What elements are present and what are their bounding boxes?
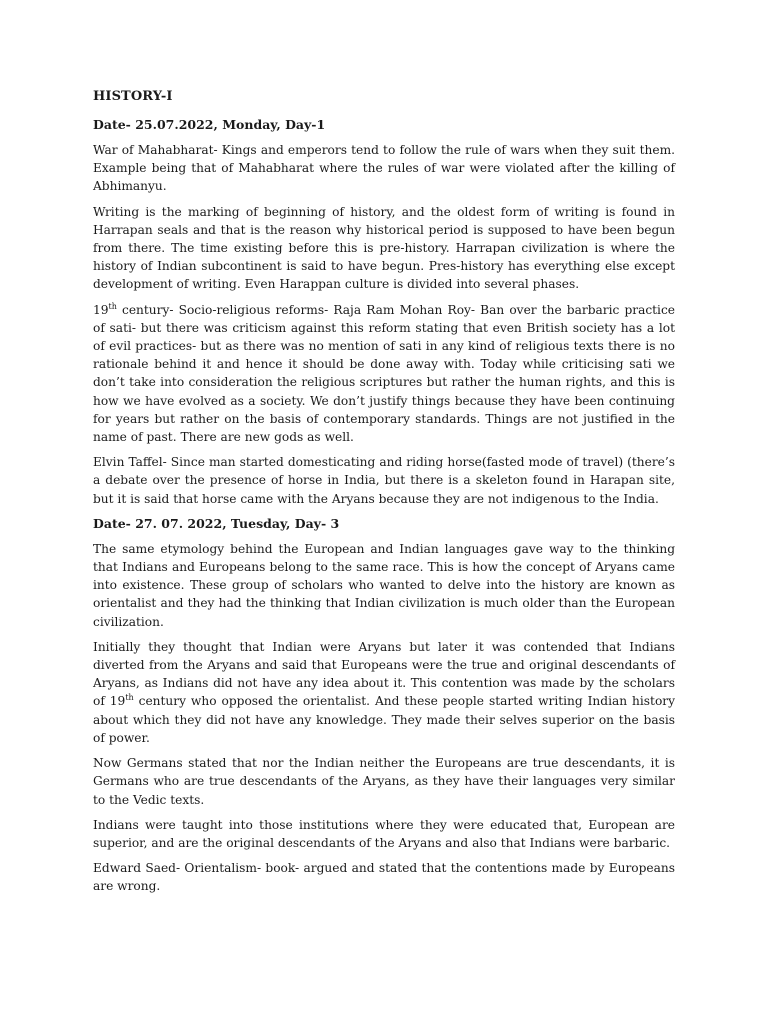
- paragraph-socio-religious-reforms: [93, 301, 675, 447]
- paragraph-elvin-taffel: Elvin Taffel- Since man started domesticating and riding horse(fasted mode of travel) (there’s a debate over the presence of horse in India, but there is a skeleton found in Harapan site, but it is said that horse came with the Aryans because they are not indigenous to the India.: [93, 455, 675, 506]
- paragraph-writing-history: Writing is the marking of beginning of history, and the oldest form of writing is found in Harrapan seals and that is the reason why historical period is supposed to have been begun from there. The time existing before this is pre-history. Harrapan civilization is where the history of Indian subcontinent is said to have begun. Pres-history has everything else except development of writing. Even Harappan culture is divided into several phases.: [93, 204, 675, 292]
- paragraph-edward-saed: Edward Saed- Orientalism- book- argued and stated that the contentions made by Europeans are wrong.: [93, 861, 675, 894]
- paragraph-indian-aryans: [93, 638, 675, 747]
- paragraph-germans: Now Germans stated that nor the Indian neither the Europeans are true descendants, it is Germans who are true descendants of the Aryans, as they have their languages very similar to the Vedic texts.: [93, 756, 675, 807]
- ordinal-suffix: th: [108, 301, 117, 311]
- section-date-day-1: Date- 25.07.2022, Monday, Day-1: [93, 117, 326, 132]
- section-date-day-3: Date- 27. 07. 2022, Tuesday, Day- 3: [93, 515, 340, 531]
- paragraph-body-continued: century who opposed the orientalist. And these people started writing Indian history about which they did not have any knowledge. They made their selves superior on the basis of power.: [93, 694, 675, 745]
- paragraph-body: Initially they thought that Indian were Aryans but later it was contended that Indians diverted from the Aryans and said that Europeans were the true and original descendants of Aryans, as Indians did not have any idea about it. This contention was made by the scholars of 19: [93, 639, 675, 709]
- ordinal-number: 19: [93, 302, 109, 317]
- ordinal-suffix: th: [125, 693, 134, 703]
- document-page: [93, 88, 675, 903]
- document-title: HISTORY-I: [93, 89, 173, 104]
- paragraph-etymology: The same etymology behind the European and Indian languages gave way to the thinking that Indians and Europeans belong to the same race. This is how the concept of Aryans came into existence. These group of scholars who wanted to delve into the history are known as orientalist and they had the thinking that Indian civilization is much older than the European civilization.: [93, 541, 675, 629]
- paragraph-institutions: Indians were taught into those institutions where they were educated that, European are superior, and are the original descendants of the Aryans and also that Indians were barbaric.: [93, 817, 675, 850]
- paragraph-mahabharat: War of Mahabharat- Kings and emperors tend to follow the rule of wars when they suit them. Example being that of Mahabharat where the rules of war were violated after the killing of Abhimanyu.: [93, 143, 675, 194]
- paragraph-body: century- Socio-religious reforms- Raja Ram Mohan Roy- Ban over the barbaric practice of sati- but there was criticism against this reform stating that even British society has a lot of evil practices- but as there was no mention of sati in any kind of religious texts there is no rationale behind it and hence it should be done away with. Today while criticising sati we don’t take into consideration the religious scriptures but rather the human rights, and this is how we have evolved as a society. We don’t justify things because they have been continuing for years but rather on the basis of contemporary standards. Things are not justified in the name of past. There are new gods as well.: [93, 302, 675, 445]
